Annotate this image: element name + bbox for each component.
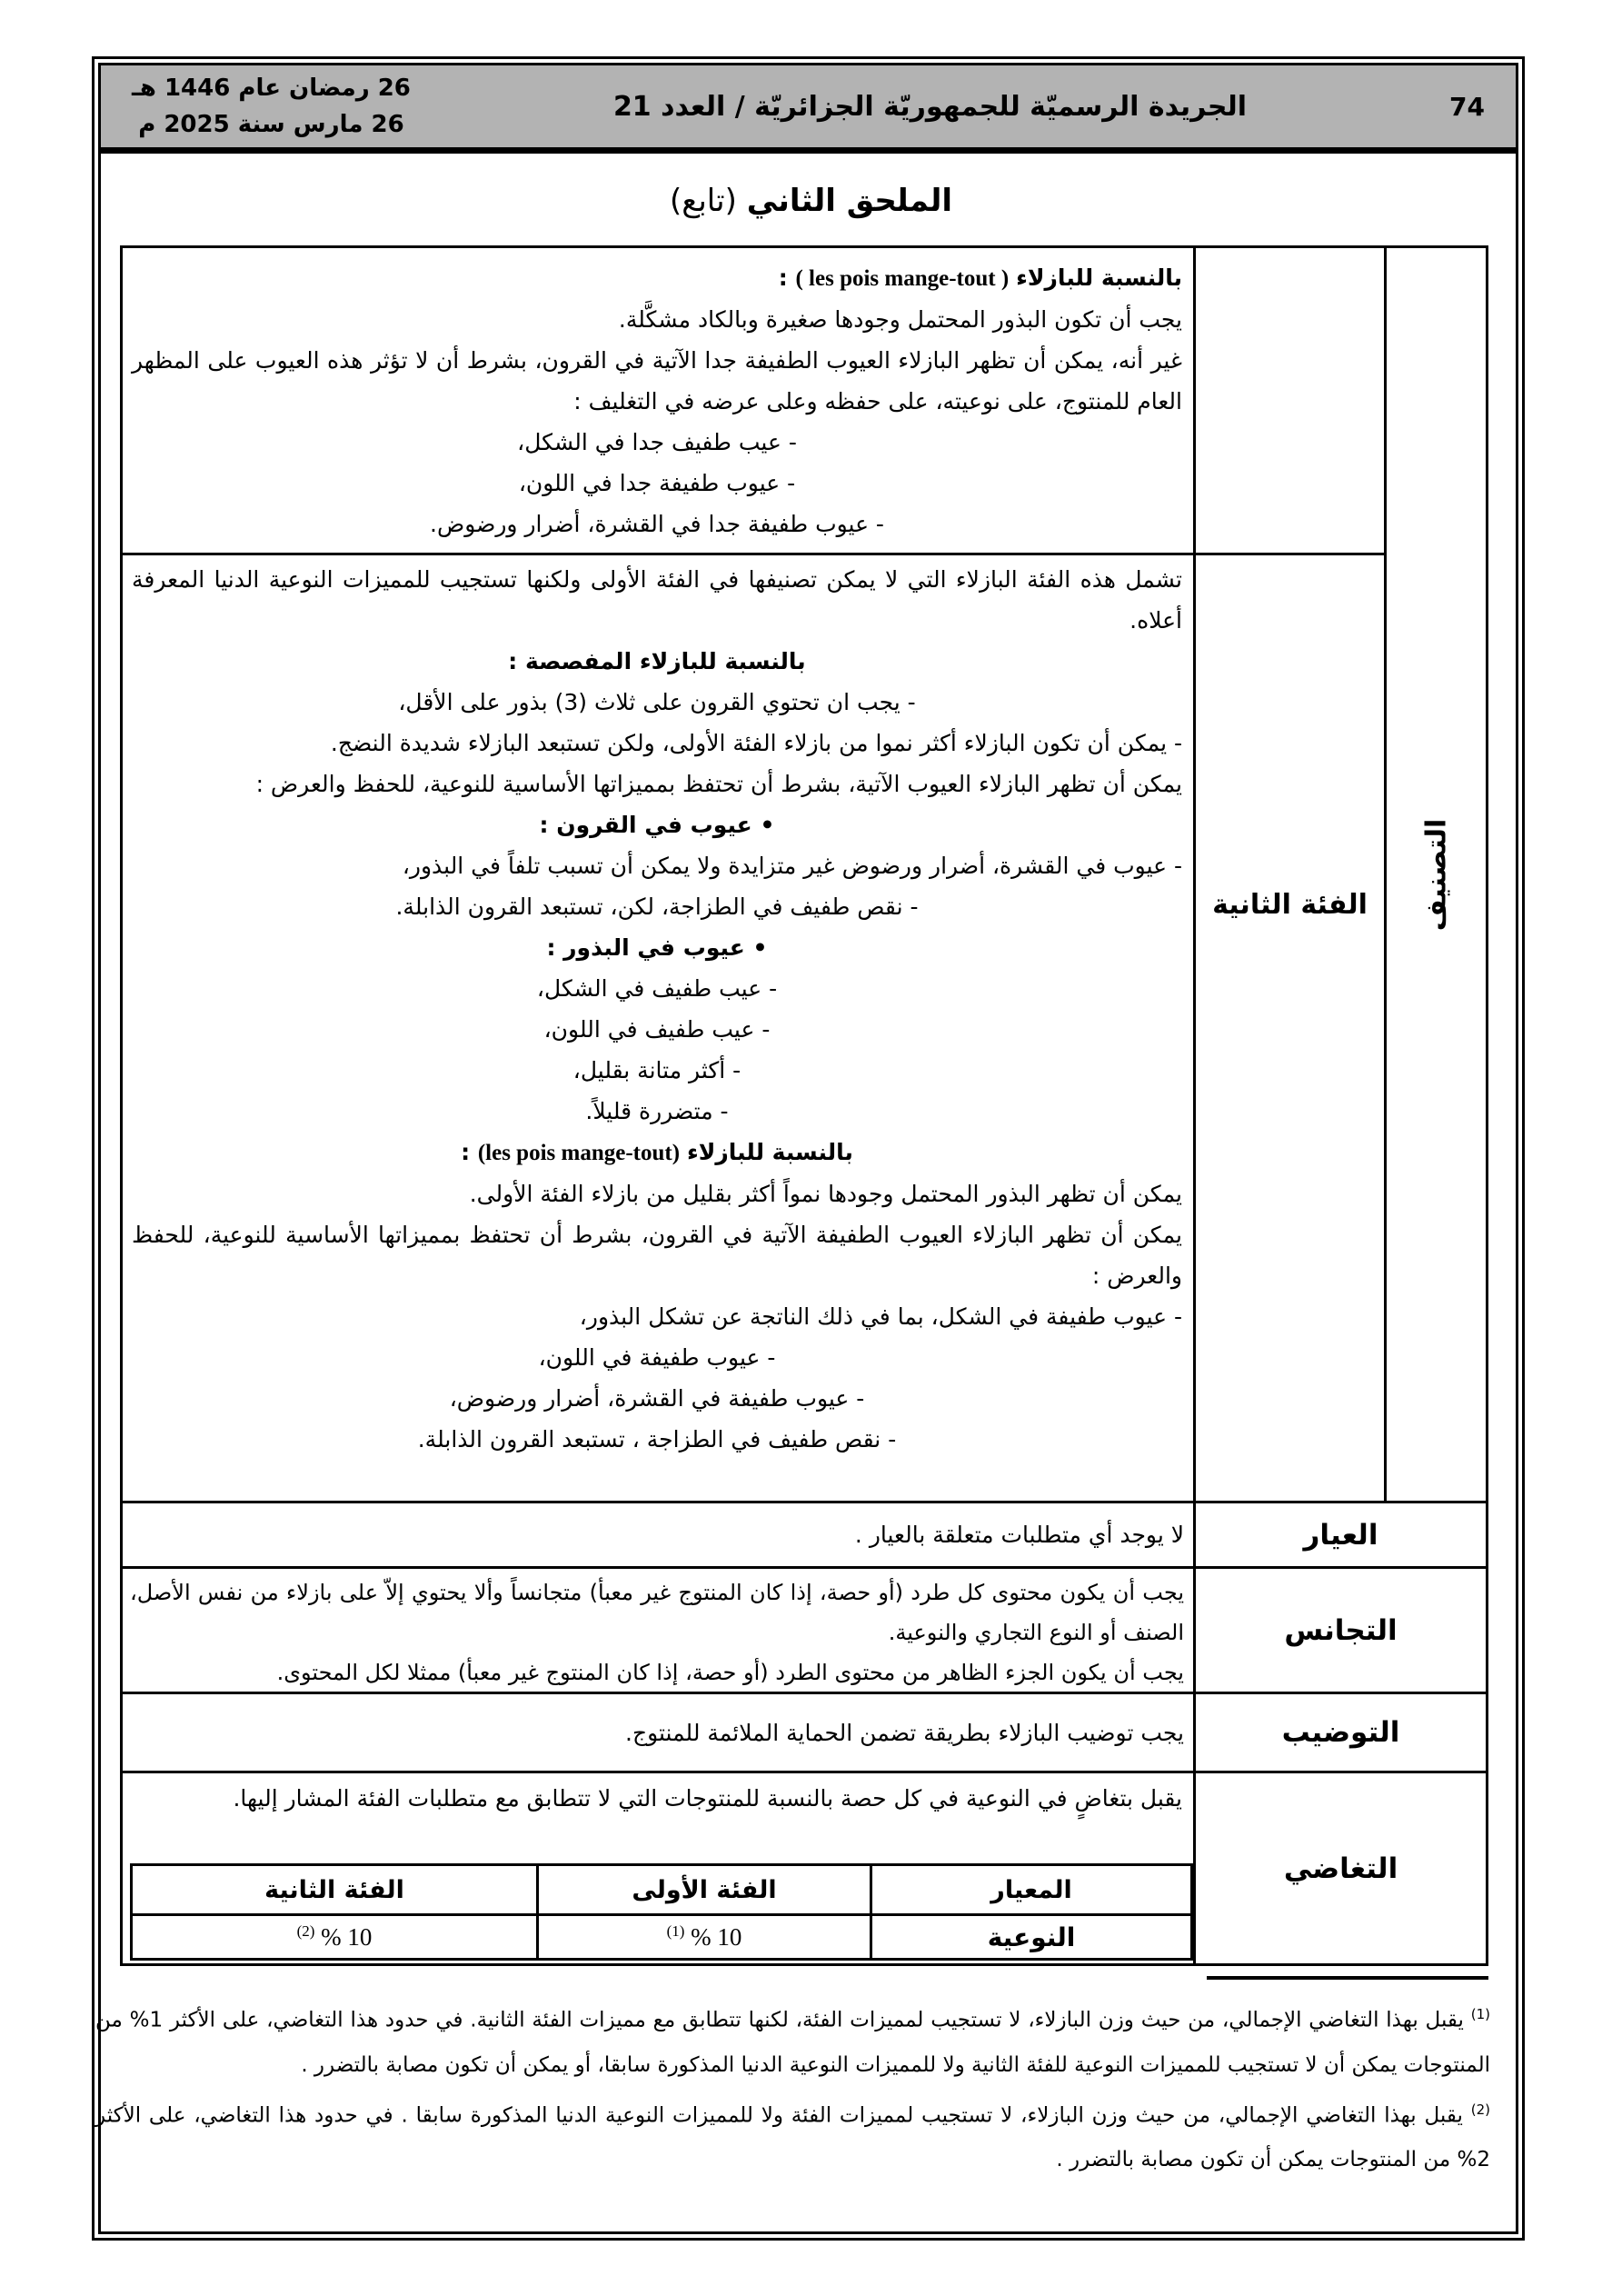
paragraph: يجب أن يكون الجزء الظاهر من محتوى الطرد (أو حصة، إذا كان المنتوج غير معبأ) ممثلا لكل المحتوى. bbox=[276, 1660, 1184, 1685]
classification-column bbox=[1387, 248, 1486, 1501]
annex-title-main: الملحق الثاني bbox=[746, 183, 953, 219]
list-item: - نقص طفيف في الطزاجة ، تستبعد القرون الذابلة. bbox=[417, 1426, 897, 1452]
list-item: - عيب طفيف جدا في الشكل، bbox=[517, 429, 797, 455]
value-category2: $^{(2)}$ % 10 bbox=[296, 1922, 373, 1951]
list-item: - عيوب طفيفة في الشكل، بما في ذلك الناتجة عن تشكل البذور، bbox=[579, 1303, 1182, 1330]
requirements-table bbox=[120, 245, 1488, 1966]
footnote-2: $^{(2)}$ يقبل بهذا التغاضي الإجمالي، من حيث وزن البازلاء، لا تستجيب لمميزات الفئة ولا للمميزات النوعية الدنيا المذكورة سابقا . في حدود هذا التغاضي، على الأكثر 2% من المنتوجات يمكن أن تكون مصابة بالتضرر . bbox=[95, 2101, 1491, 2172]
annex-title bbox=[0, 183, 1622, 219]
paragraph: يمكن أن تظهر البازلاء العيوب الطفيفة الآتية في القرون، بشرط أن تحتفظ بمميزاتها الأساسية للنوعية، للحفظ والعرض : bbox=[132, 1222, 1182, 1289]
list-item: - أكثر متانة بقليل، bbox=[572, 1057, 741, 1083]
date-block bbox=[132, 70, 411, 143]
paragraph: يجب أن تكون البذور المحتمل وجودها صغيرة وبالكاد مشكَّلة. bbox=[618, 306, 1182, 333]
list-item: - عيوب طفيفة في القشرة، أضرار ورضوض، bbox=[449, 1385, 865, 1412]
row-label-category2: الفئة الثانية bbox=[1212, 888, 1368, 921]
journal-header bbox=[101, 65, 1516, 154]
paragraph: يجب توضيب البازلاء بطريقة تضمن الحماية الملائمة للمنتوج. bbox=[625, 1719, 1184, 1746]
cell-packaging bbox=[123, 1694, 1193, 1771]
date-hijri: 26 رمضان عام 1446 هـ bbox=[132, 75, 411, 102]
cell-category2 bbox=[123, 555, 1193, 1501]
row-label-caliber: العيار bbox=[1303, 1518, 1378, 1552]
list-item: - عيوب في القشرة، أضرار ورضوض غير متزايدة ولا يمكن أن تسبب تلفاً في البذور، bbox=[402, 853, 1182, 879]
list-item: - نقص طفيف في الطزاجة، لكن، تستبعد القرون الذابلة. bbox=[395, 893, 919, 920]
paragraph: يمكن أن تظهر البازلاء العيوب الآتية، بشرط أن تحتفظ بمميزاتها الأساسية للنوعية، للحفظ والعرض : bbox=[255, 771, 1182, 797]
list-item: - عيوب طفيفة في اللون، bbox=[538, 1344, 776, 1371]
latin-term: ( les pois mange-tout ) bbox=[795, 266, 1010, 291]
col-header-category1: الفئة الأولى bbox=[632, 1875, 777, 1904]
cell-caliber bbox=[123, 1503, 1193, 1566]
list-item: - يجب ان تحتوي القرون على ثلاث (3) بذور على الأقل، bbox=[398, 689, 916, 715]
row-label-packaging: التوضيب bbox=[1281, 1716, 1400, 1749]
list-item: - عيوب طفيفة جدا في القشرة، أضرار ورضوض. bbox=[430, 511, 884, 537]
row-label-homogeneity: التجانس bbox=[1284, 1613, 1398, 1647]
list-item: - عيب طفيف في اللون، bbox=[543, 1016, 771, 1043]
classification-label: التصنيف bbox=[1419, 818, 1452, 931]
heading-mange-tout-2: بالنسبة للبازلاء (les pois mange-tout) : bbox=[461, 1139, 853, 1165]
cell-homogeneity bbox=[123, 1569, 1193, 1692]
footnote-1: $^{(1)}$ يقبل بهذا التغاضي الإجمالي، من حيث وزن البازلاء، لا تستجيب لمميزات الفئة، لكنها تتطابق مع مميزات الفئة الثانية. في حدود هذا التغاضي، على الأكثر 1% من المنتوجات يمكن أن لا تستجيب للمميزات النوعية للفئة الثانية ولا للمميزات النوعية الدنيا المذكورة سابقا، أو يمكن أن تكون مصابة بالتضرر . bbox=[95, 2006, 1490, 2077]
footnote-rule bbox=[1207, 1976, 1488, 1980]
date-gregorian: 26 مارس سنة 2025 م bbox=[138, 111, 404, 138]
heading-shelling-peas: بالنسبة للبازلاء المفصصة : bbox=[508, 648, 806, 674]
col-header-criterion: المعيار bbox=[990, 1875, 1072, 1904]
list-item: - عيب طفيف في الشكل، bbox=[536, 975, 778, 1002]
annex-title-suffix: (تابع) bbox=[669, 183, 737, 219]
paragraph: يجب أن يكون محتوى كل طرد (أو حصة، إذا كان المنتوج غير معبأ) متجانساً وألا يحتوي إلاّ على بازلاء من نفس الأصل، الصنف أو النوع التجاري والنوعية. bbox=[130, 1580, 1184, 1645]
journal-title: الجريدة الرسميّة للجمهوريّة الجزائريّة / العدد 21 bbox=[612, 90, 1247, 123]
footnotes bbox=[95, 1992, 1490, 2182]
paragraph: تشمل هذه الفئة البازلاء التي لا يمكن تصنيفها في الفئة الأولى ولكنها تستجيب للمميزات النوعية الدنيا المعرفة أعلاه. bbox=[132, 566, 1182, 634]
list-item: - يمكن أن تكون البازلاء أكثر نموا من بازلاء الفئة الأولى، ولكن تستبعد البازلاء شديدة النضج. bbox=[330, 730, 1182, 756]
latin-term: (les pois mange-tout) bbox=[477, 1141, 681, 1165]
page-number: 74 bbox=[1449, 91, 1485, 122]
paragraph: يمكن أن تظهر البذور المحتمل وجودها نمواً أكثر بقليل من بازلاء الفئة الأولى. bbox=[469, 1181, 1182, 1207]
heading-mange-tout: بالنسبة للبازلاء ( les pois mange-tout ) : bbox=[778, 265, 1182, 291]
bullet-pods-defects: • عيوب في القرون : bbox=[539, 812, 775, 838]
list-item: - متضررة قليلاً. bbox=[585, 1098, 729, 1124]
cell-top-section bbox=[123, 248, 1193, 553]
footnote-ref-2: (2) bbox=[296, 1922, 315, 1940]
tolerance-inner-table bbox=[130, 1863, 1193, 1961]
value-category1: $^{(1)}$ % 10 bbox=[666, 1922, 742, 1951]
footnote-ref-1: (1) bbox=[666, 1922, 685, 1940]
list-item: - عيوب طفيفة جدا في اللون، bbox=[518, 470, 796, 496]
row-header-quality: النوعية bbox=[987, 1922, 1076, 1952]
paragraph: يقبل بتغاضٍ في النوعية في كل حصة بالنسبة للمنتوجات التي لا تتطابق مع متطلبات الفئة المشار إليها. bbox=[233, 1785, 1182, 1812]
bullet-seeds-defects: • عيوب في البذور : bbox=[546, 934, 768, 961]
paragraph: لا يوجد أي متطلبات متعلقة بالعيار . bbox=[854, 1522, 1184, 1548]
row-label-tolerance: التغاضي bbox=[1283, 1852, 1398, 1885]
paragraph: غير أنه، يمكن أن تظهر البازلاء العيوب الطفيفة جدا الآتية في القرون، بشرط أن لا تؤثر هذه العيوب على المظهر العام للمنتوج، على نوعيته، على حفظه وعلى عرضه في التغليف : bbox=[132, 347, 1182, 414]
col-header-category2: الفئة الثانية bbox=[264, 1875, 404, 1904]
